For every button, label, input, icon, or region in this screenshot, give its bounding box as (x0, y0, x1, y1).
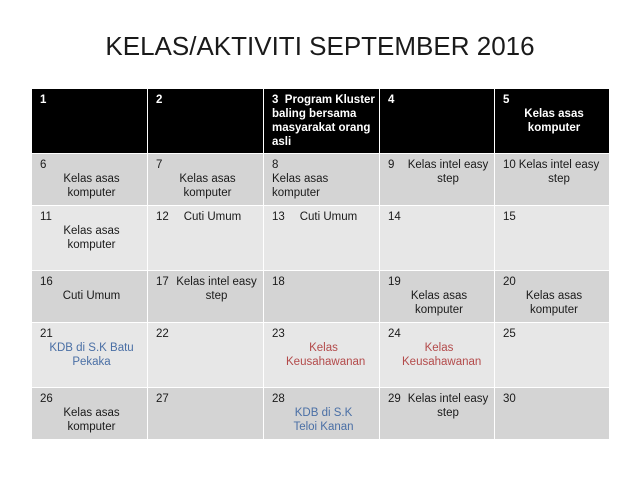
calendar-day-cell (495, 271, 610, 323)
event-text: Program Kluster baling bersama masyarakat orang asli (272, 94, 375, 148)
calendar-day-cell (380, 89, 495, 154)
day-number: 6 (40, 159, 47, 171)
calendar-day-cell (148, 89, 264, 154)
day-event: Kelas asas komputer (179, 173, 236, 199)
calendar-day-cell (264, 323, 380, 388)
day-event: Kelas intel easy step (518, 159, 600, 185)
calendar-week (32, 206, 610, 271)
day-number: 1 (40, 94, 47, 106)
calendar-week (32, 388, 610, 440)
day-number: 11 (40, 211, 52, 223)
day-number: 17 (156, 276, 169, 288)
calendar-day-cell (148, 323, 264, 388)
day-event: Kelas asas komputer (525, 290, 583, 316)
calendar-table (31, 88, 610, 440)
calendar-day-cell (264, 154, 380, 206)
calendar-day-cell (148, 206, 264, 271)
day-number: 26 (40, 393, 53, 405)
calendar-day-cell (495, 206, 610, 271)
calendar-day-cell (148, 271, 264, 323)
day-event: Kelas asas komputer (410, 290, 468, 316)
calendar-day-cell (264, 206, 380, 271)
calendar-day-cell (32, 388, 148, 440)
calendar-day-cell (495, 323, 610, 388)
day-number: 24 (388, 328, 401, 340)
day-event: Kelas intel easy step (407, 393, 489, 419)
day-number: 14 (388, 211, 401, 223)
day-number: 12 (156, 211, 169, 223)
calendar-day-cell (264, 271, 380, 323)
calendar-week (32, 89, 610, 154)
day-event: Kelas asas komputer (63, 173, 120, 199)
day-event: Cuti Umum (183, 211, 242, 223)
day-event: Kelas asas komputer (63, 407, 120, 433)
day-event: Kelas asas komputer (272, 173, 329, 199)
day-number: 8 (272, 159, 279, 171)
day-number: 29 (388, 393, 401, 405)
calendar-day-cell (380, 154, 495, 206)
calendar-day-cell (264, 89, 380, 154)
day-number: 3 (272, 94, 279, 106)
calendar-day-cell (32, 271, 148, 323)
day-number: 27 (156, 393, 169, 405)
calendar-day-cell (380, 206, 495, 271)
day-event (272, 93, 375, 149)
day-event: Cuti Umum (62, 290, 121, 302)
calendar-day-cell (148, 154, 264, 206)
day-event: KDB di S.K Teloi Kanan (293, 407, 354, 433)
day-number: 9 (388, 159, 395, 171)
day-number: 20 (503, 276, 516, 288)
day-event: Kelas Keusahawanan (402, 342, 482, 368)
calendar-day-cell (495, 89, 610, 154)
calendar-week (32, 271, 610, 323)
day-event: Kelas asas komputer (63, 225, 120, 251)
calendar-day-cell (264, 388, 380, 440)
day-number: 15 (503, 211, 516, 223)
calendar-day-cell (32, 89, 148, 154)
day-number: 22 (156, 328, 169, 340)
calendar-day-cell (32, 154, 148, 206)
day-event: Kelas intel easy step (407, 159, 489, 185)
day-event: Cuti Umum (299, 211, 358, 223)
day-event: Kelas intel easy step (176, 276, 257, 302)
day-number: 5 (503, 94, 510, 106)
day-event: KDB di S.K Batu Pekaka (49, 342, 134, 368)
day-number: 18 (272, 276, 285, 288)
calendar-day-cell (380, 271, 495, 323)
calendar-day-cell (495, 388, 610, 440)
day-number: 10 (503, 159, 516, 171)
page-title: KELAS/AKTIVITI SEPTEMBER 2016 (105, 31, 535, 61)
day-number: 13 (272, 211, 285, 223)
day-event: Kelas Keusahawanan (286, 342, 366, 368)
day-number: 2 (156, 94, 163, 106)
day-number: 25 (503, 328, 516, 340)
day-event: Kelas asas komputer (524, 108, 584, 134)
day-number: 16 (40, 276, 53, 288)
day-number: 23 (272, 328, 285, 340)
calendar-day-cell (380, 388, 495, 440)
calendar-day-cell (380, 323, 495, 388)
day-number: 30 (503, 393, 516, 405)
calendar-day-cell (148, 388, 264, 440)
calendar-week (32, 154, 610, 206)
day-number: 7 (156, 159, 163, 171)
calendar-day-cell (495, 154, 610, 206)
day-number: 21 (40, 328, 53, 340)
day-number: 28 (272, 393, 285, 405)
calendar-week (32, 323, 610, 388)
calendar-day-cell (32, 323, 148, 388)
day-number: 19 (388, 276, 401, 288)
day-number: 4 (388, 94, 395, 106)
calendar-day-cell (32, 206, 148, 271)
